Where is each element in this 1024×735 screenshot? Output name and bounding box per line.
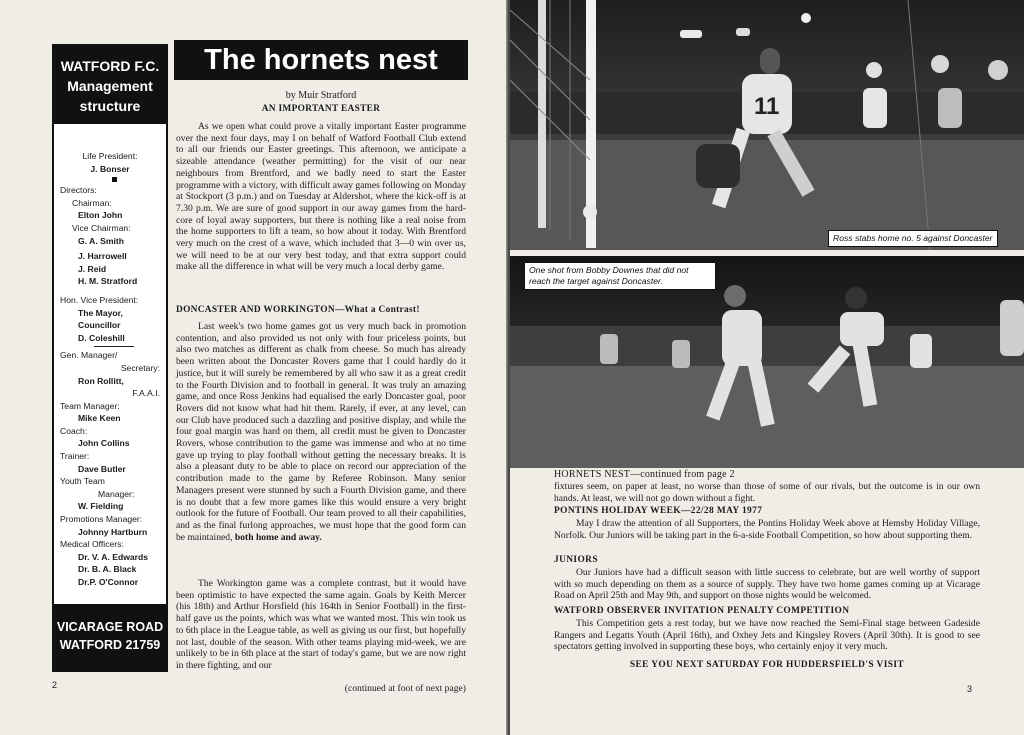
byline: by Muir Stratford	[285, 90, 357, 101]
role-label: Life President:	[82, 151, 138, 161]
role-label: Gen. Manager/	[60, 350, 118, 361]
person-name: Ron Rollitt,	[78, 375, 124, 386]
player-shirt-number: 11	[754, 93, 780, 120]
person-name: Dr.P. O'Connor	[78, 577, 139, 587]
article-section-juniors	[554, 567, 980, 602]
role-label: Coach:	[60, 425, 88, 436]
divider-square	[112, 177, 117, 182]
person-qualification: F.A.A.I.	[132, 388, 160, 399]
page-number: 3	[966, 684, 972, 694]
person-name: Dr. V. A. Edwards	[78, 551, 149, 562]
role-label: Chairman:	[72, 197, 112, 208]
role-label: Vice Chairman:	[72, 222, 131, 233]
role-label: Promotions Manager:	[60, 514, 143, 525]
article-section-doncaster	[176, 321, 466, 543]
person-name: J. Reid	[78, 263, 107, 274]
person-name: H. M. Stratford	[78, 276, 138, 287]
person-name: W. Fielding	[78, 501, 124, 512]
person-name: Mike Keen	[78, 413, 121, 424]
management-sidebar	[52, 44, 168, 672]
section-heading: PONTINS HOLIDAY WEEK—22/28 MAY 1977	[554, 506, 763, 516]
sidebar-roster	[54, 146, 166, 600]
person-name: Elton John	[78, 210, 123, 221]
role-label: Youth Team	[60, 476, 105, 487]
section-heading: DONCASTER AND WORKINGTON—What a Contrast!	[176, 305, 420, 315]
page-number: 2	[52, 680, 58, 690]
role-label: Manager:	[98, 488, 135, 499]
right-page	[510, 0, 1024, 735]
divider-rule	[94, 346, 134, 347]
section-heading: WATFORD OBSERVER INVITATION PENALTY COMPETITION	[554, 606, 850, 616]
left-page	[0, 0, 508, 735]
section-heading: JUNIORS	[554, 555, 598, 565]
person-name: G. A. Smith	[78, 235, 124, 246]
article-paragraph: Last week's two home games got us very much back in promotion contention, and also provided us not only with four priceless points, but also two matches as different as chalk from cheese. So much has already been written about the Doncaster Rovers game that I could hardly do it justice, but it will surely be remembered by all who saw it as a great credit to the Fourth Division and to football in general. It was truly an amazing game, and once Ross Jenkins had equalised the early Doncaster goal, poor Rovers did not know what had hit them. Rarely, if ever, at any level, can our Club have produced such a dazzling and positive display, and while the four goal margin was hard on them, all credit must be given to Doncaster Rovers, whose contribution to the game was immense and who at no time gave up trying to play football without getting the necessary breaks. It is also a pleasant duty to be able to place on record our appreciation of the contribution made to the game by Referee Robinson. Many senior Managers present were stunned by such a Fourth Division game, and there is no doubt that a few more games like this would ensure a very bright outlook for the future of Football. Our team proved to all their capabilities, and as the final furlong approaches, we must hope that the good form can be maintained, both home and away.	[176, 321, 466, 543]
photo-caption: Ross stabs home no. 5 against Doncaster	[828, 230, 998, 247]
role-label: Medical Officers:	[60, 539, 124, 550]
match-photo-top	[510, 0, 1024, 250]
article-paragraph: Our Juniors have had a difficult season with little success to celebrate, but are well worthy of support with so much depending on them as a source of supply. They have two home games coming up at Vicarage Road on April 25th and May 9th, and support on those nights would be welcomed.	[554, 567, 980, 602]
photo-caption: One shot from Bobby Downes that did not reach the target against Doncaster.	[524, 262, 716, 290]
article-section-penalty-competition	[554, 618, 980, 653]
person-name: The Mayor,	[78, 307, 123, 318]
person-name: Dr. B. A. Black	[78, 564, 137, 575]
article-section-workington	[176, 578, 466, 672]
person-name: John Collins	[78, 438, 130, 449]
article-section-easter	[176, 121, 466, 273]
article-paragraph: fixtures seem, on paper at least, no worse than those of some of our rivals, but the outcome is in our own hands. At least, we will not go down without a fight.	[554, 481, 980, 504]
person-name: Dave Butler	[78, 463, 126, 474]
match-photo-illustration	[510, 0, 1024, 250]
person-name: Councillor	[78, 320, 121, 331]
role-label: Trainer:	[60, 451, 90, 462]
page-title: The hornets nest	[174, 40, 468, 80]
person-name: Johnny Hartburn	[78, 526, 148, 537]
article-paragraph: May I draw the attention of all Supporters, the Pontins Holiday Week above at Hemsby Holiday Village, Norfolk. Our Juniors will be taking part in the 6-a-side Football Competition, so how about supporting them.	[554, 518, 980, 541]
person-name: J. Bonser	[90, 163, 130, 174]
role-label: Hon. Vice President:	[60, 294, 139, 305]
article-paragraph: This Competition gets a rest today, but we have now reached the Semi-Final stage between Gadeside Rangers and Legatts Youth (April 16th), and Oxhey Jets and Kingsley Rovers (April 30th). It is good to see spectators getting involved in supporting these boys, who certainly enjoy it very much.	[554, 618, 980, 653]
sidebar-title: WATFORD F.C. Management structure	[54, 46, 166, 124]
article-section-pontins	[554, 518, 980, 541]
match-photo-bottom	[510, 256, 1024, 468]
section-heading: AN IMPORTANT EASTER	[261, 104, 381, 114]
article-paragraph: The Workington game was a complete contrast, but it would have been optimistic to have expected the same again. Goals by Keith Mercer (his 18th) and Arthur Horsfield (his 164th in Senior Football) in the first-half gave us the points, which was what we wanted most. This win took us to 6th place in the League table, as well as giving us our first, but hopefully not last, double of the season. With other teams playing mid-week, we are unlikely to be in 6th place at the start of today's game, but we are now right in there fighting, and our	[176, 578, 466, 671]
sidebar-footer-address: VICARAGE ROAD WATFORD 21759	[54, 604, 166, 670]
role-label: Team Manager:	[60, 400, 120, 411]
article-paragraph: As we open what could prove a vitally important Easter programme over the next four days, may I on behalf of Watford Football Club extend to all our friends our Easter greetings. This afternoon, we anticipate a sizeable attendance (weather permitting) for the visit of our near neighbours from Brentford, and we badly need to start the Easter programme with a victory, with difficult away games following on Monday at Stockport (3 p.m.) and on Tuesday at Aldershot, where the kick-off is at 7.30 p.m. We are sure of good support in our away games from the hard-core of loyal away supporters, but there is nothing like a real noise from the home supporters to lift a team, so how about it today. With Brentford very much on the crest of a wave, which included that 3—0 win over us, we will need to be at our very best today, and that extra support could make all the difference in what will be very much a local derby game.	[176, 121, 466, 273]
person-name: J. Harrowell	[78, 251, 127, 262]
continued-article	[554, 481, 980, 504]
role-label: Directors:	[60, 185, 97, 196]
continued-note: (continued at foot of next page)	[344, 683, 466, 694]
role-label: Secretary:	[120, 362, 160, 373]
person-name: D. Coleshill	[78, 332, 125, 343]
sign-off: SEE YOU NEXT SATURDAY FOR HUDDERSFIELD'S VISIT	[629, 660, 905, 670]
continuation-label: HORNETS NEST—continued from page 2	[554, 469, 735, 480]
